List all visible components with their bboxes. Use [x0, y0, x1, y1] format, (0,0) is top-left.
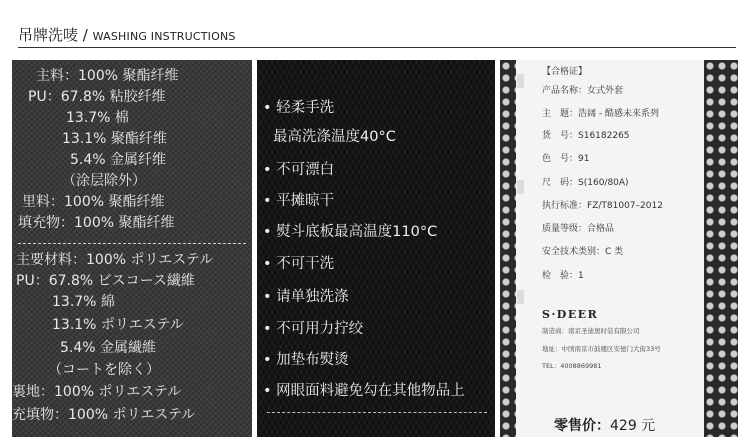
tag-field-label: 质量等级：	[542, 224, 588, 234]
care-line: • 不可用力拧绞	[263, 321, 364, 337]
tag-field	[542, 223, 614, 235]
tag-phone: TEL：4008869981	[542, 362, 602, 370]
tag-field-label: 色 号：	[542, 154, 579, 164]
tag-field	[542, 108, 659, 120]
retail-price	[554, 415, 655, 435]
tag-field	[542, 130, 630, 142]
composition-line: 填充物：100% 聚酯纤维	[18, 215, 175, 231]
care-line: • 轻柔手洗	[263, 100, 335, 116]
tag-edge-mark	[517, 290, 524, 304]
tag-field-value: FZ/T81007–2012	[587, 201, 663, 211]
brand-logo: S·DEER	[542, 308, 599, 321]
tag-address: 地址：中国南京市鼓楼区安德门大街33号	[542, 345, 661, 353]
care-line: • 不可漂白	[263, 162, 335, 178]
tag-field	[542, 153, 589, 165]
care-line: • 加垫布熨烫	[263, 352, 349, 368]
tag-edge-mark	[517, 180, 524, 194]
section-header	[18, 24, 736, 50]
tag-edge-mark	[517, 74, 524, 88]
composition-line: 13.1% ポリエステル	[52, 317, 184, 333]
tag-field-label: 尺 码：	[542, 178, 579, 188]
header-divider	[18, 47, 736, 48]
tag-field-label: 主 题：	[542, 109, 579, 119]
price-label: 零售价：	[554, 418, 610, 434]
tag-field	[542, 177, 629, 189]
certificate-tag-photo	[500, 60, 738, 437]
tag-field-value: S16182265	[578, 131, 630, 141]
composition-line: 5.4% 金属繊維	[60, 340, 157, 356]
care-line: • 请单独洗涤	[263, 289, 349, 305]
care-label-photo	[257, 60, 495, 437]
tag-field-label: 货 号：	[542, 131, 579, 141]
tag-field-value: 合格品	[587, 224, 615, 234]
composition-line: 主料：100% 聚酯纤维	[36, 68, 179, 84]
care-line: • 熨斗底板最高温度110°C	[263, 224, 438, 240]
tag-field-value: S(160/80A)	[578, 178, 629, 188]
tag-maker: 制造商：南京圣迪奥时装有限公司	[542, 327, 640, 335]
composition-divider	[18, 243, 246, 244]
tag-field-value: C 类	[605, 247, 624, 257]
composition-line: 5.4% 金属纤维	[70, 152, 167, 168]
composition-line: PU：67.8% 粘胶纤维	[28, 89, 166, 105]
tag-field-label: 检 验：	[542, 271, 579, 281]
price-value: 429 元	[610, 418, 656, 434]
tag-field	[542, 85, 623, 97]
composition-line: 裏地：100% ポリエステル	[12, 384, 182, 400]
tag-field-label: 产品名称：	[542, 86, 588, 96]
composition-line: 13.7% 棉	[66, 110, 129, 126]
care-line: 最高洗涤温度40°C	[273, 129, 396, 145]
composition-line: 13.7% 綿	[52, 294, 115, 310]
tag-field	[542, 200, 663, 212]
tag-field	[542, 246, 623, 258]
section-title	[18, 24, 236, 45]
tag-field	[542, 270, 584, 282]
tag-heading: 【合格证】	[542, 67, 588, 77]
care-line: • 网眼面料避免勾在其他物品上	[263, 383, 465, 399]
composition-line: 充填物：100% ポリエステル	[12, 407, 196, 423]
title-en: WASHING INSTRUCTIONS	[92, 30, 236, 43]
composition-line: PU：67.8% ビスコース繊維	[16, 273, 195, 289]
certificate-tag	[516, 60, 704, 437]
tag-field-label: 安全技术类别：	[542, 247, 606, 257]
composition-line: （涂层除外）	[62, 173, 146, 189]
composition-label-photo	[12, 60, 252, 437]
composition-line: 里料：100% 聚酯纤维	[22, 194, 165, 210]
composition-line: 主要材料：100% ポリエステル	[16, 252, 214, 268]
tag-field-value: 1	[578, 271, 584, 281]
tag-field-value: 91	[578, 154, 590, 164]
title-cn: 吊牌洗唛	[18, 26, 79, 44]
care-line: • 不可干洗	[263, 256, 335, 272]
composition-line: 13.1% 聚酯纤维	[62, 131, 167, 147]
care-divider	[267, 412, 487, 413]
care-line: • 平摊晾干	[263, 193, 335, 209]
tag-field-value: 浩阔 - 酷感未来系列	[578, 109, 659, 119]
tag-field-value: 女式外套	[587, 86, 624, 96]
tag-field-label: 执行标准：	[542, 201, 588, 211]
title-separator: /	[82, 26, 88, 44]
composition-line: （コートを除く）	[48, 362, 160, 378]
